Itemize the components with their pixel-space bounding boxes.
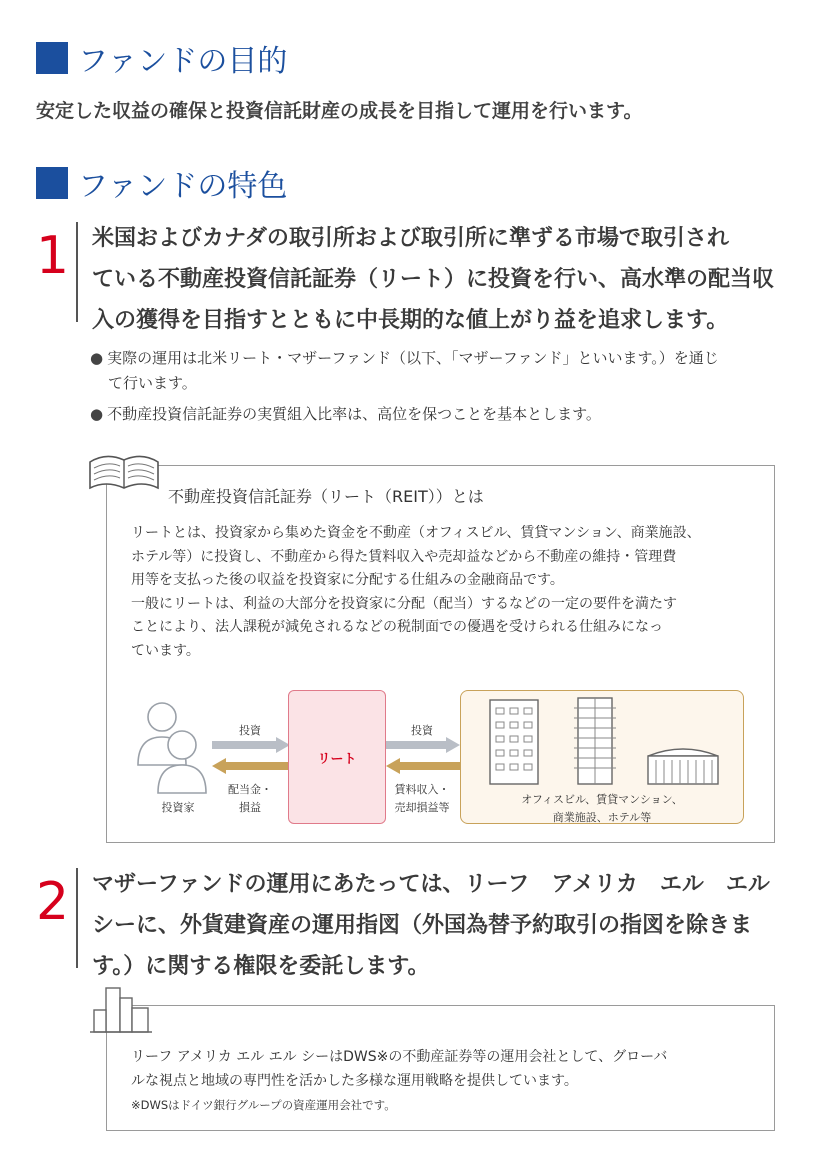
invest-arrow-left-icon — [212, 737, 290, 753]
invest-arrow-right-icon — [386, 737, 460, 753]
company-building-icon — [88, 984, 154, 1036]
return-label-right — [386, 781, 458, 817]
manager-line: ルな視点と地域の専門性を活かした多様な運用戦略を提供しています。 — [131, 1072, 578, 1089]
feature-2-line: シーに、外貨建資産の運用指図（外国為替予約取引の指図を除きま — [92, 913, 753, 938]
invest-label-right: 投資 — [411, 724, 433, 737]
property-label — [470, 791, 734, 827]
bullet-text: 実際の運用は北米リート・マザーファンド（以下、「マザーファンド」といいます。）を通じ — [107, 349, 719, 367]
reit-box-line: リートとは、投資家から集めた資金を不動産（オフィスビル、賃貸マンション、商業施設、 — [131, 525, 701, 541]
reit-box-line: 用等を支払った後の収益を投資家に分配する仕組みの金融商品です。 — [131, 572, 564, 588]
features-heading — [36, 161, 287, 205]
property-label-2: 商業施設、ホテル等 — [552, 811, 652, 824]
feature-2-line: マザーファンドの運用にあたっては、リーフ アメリカ エル エル — [92, 872, 770, 897]
reit-box-title: 不動産投資信託証券（リート（REIT））とは — [168, 487, 484, 506]
bullet-dot-icon: ● — [90, 405, 104, 423]
reit-box-line: 一般にリートは、利益の大部分を投資家に分配（配当）するなどの一定の要件を満たす — [131, 595, 677, 612]
reit-box-line: ことにより、法人課税が減免されるなどの税制面での優遇を受けられる仕組みになっ — [131, 619, 663, 635]
investor-label: 投資家 — [161, 801, 195, 814]
manager-note: ※DWSはドイツ銀行グループの資産運用会社です。 — [131, 1098, 396, 1112]
manager-box-body — [131, 1046, 667, 1113]
bullet-item — [90, 402, 790, 427]
bullet-dot-icon: ● — [90, 349, 104, 367]
invest-label-left: 投資 — [239, 724, 261, 737]
property-label-1: オフィスビル、賃貸マンション、 — [521, 793, 683, 806]
reit-node-label: リート — [317, 752, 357, 767]
purpose-heading — [36, 36, 287, 80]
manager-line: リーフ アメリカ エル エル シーはDWS※の不動産証券等の運用会社として、グローバ — [131, 1049, 668, 1065]
office-building-icon — [486, 696, 542, 786]
commercial-building-icon — [642, 742, 724, 786]
feature-1-text — [92, 218, 774, 341]
return-arrow-right-icon — [386, 758, 460, 774]
return-label-right-2: 売却損益等 — [394, 801, 450, 814]
feature-2-line: す。）に関する権限を委託します。 — [92, 954, 430, 979]
return-label-left — [220, 781, 280, 817]
feature-1-bar — [76, 222, 78, 322]
heading-square-icon — [36, 167, 68, 199]
feature-2-bar — [76, 868, 78, 968]
feature-2-text — [92, 864, 770, 987]
feature-1-line: 入の獲得を目指すとともに中長期的な値上がり益を追求します。 — [92, 308, 729, 333]
open-book-icon — [86, 448, 162, 496]
reit-box-body — [131, 522, 701, 663]
return-label-right-1: 賃料収入・ — [394, 783, 450, 796]
bullet-text: 不動産投資信託証券の実質組入比率は、高位を保つことを基本とします。 — [107, 405, 601, 423]
purpose-text: 安定した収益の確保と投資信託財産の成長を目指して運用を行います。 — [36, 100, 643, 122]
features-heading-text: ファンドの特色 — [78, 169, 288, 204]
feature-1-line: ている不動産投資信託証券（リート）に投資を行い、高水準の配当収 — [92, 267, 775, 292]
bullet-continuation: て行います。 — [108, 374, 197, 392]
heading-square-icon — [36, 42, 68, 74]
reit-box-line: ています。 — [131, 642, 200, 659]
feature-2-number: 2 — [36, 872, 70, 932]
apartment-building-icon — [570, 694, 620, 786]
return-label-left-2: 損益 — [239, 801, 261, 814]
feature-1-line: 米国およびカナダの取引所および取引所に準ずる市場で取引され — [92, 226, 729, 251]
feature-1-bullets — [90, 346, 790, 427]
return-label-left-1: 配当金・ — [228, 783, 272, 796]
feature-1-number: 1 — [36, 226, 70, 286]
bullet-item — [90, 346, 790, 371]
investor-icon — [130, 695, 214, 795]
reit-box-line: ホテル等）に投資し、不動産から得た賃料収入や売却益などから不動産の維持・管理費 — [131, 548, 677, 565]
return-arrow-left-icon — [212, 758, 290, 774]
purpose-heading-text: ファンドの目的 — [78, 44, 288, 79]
